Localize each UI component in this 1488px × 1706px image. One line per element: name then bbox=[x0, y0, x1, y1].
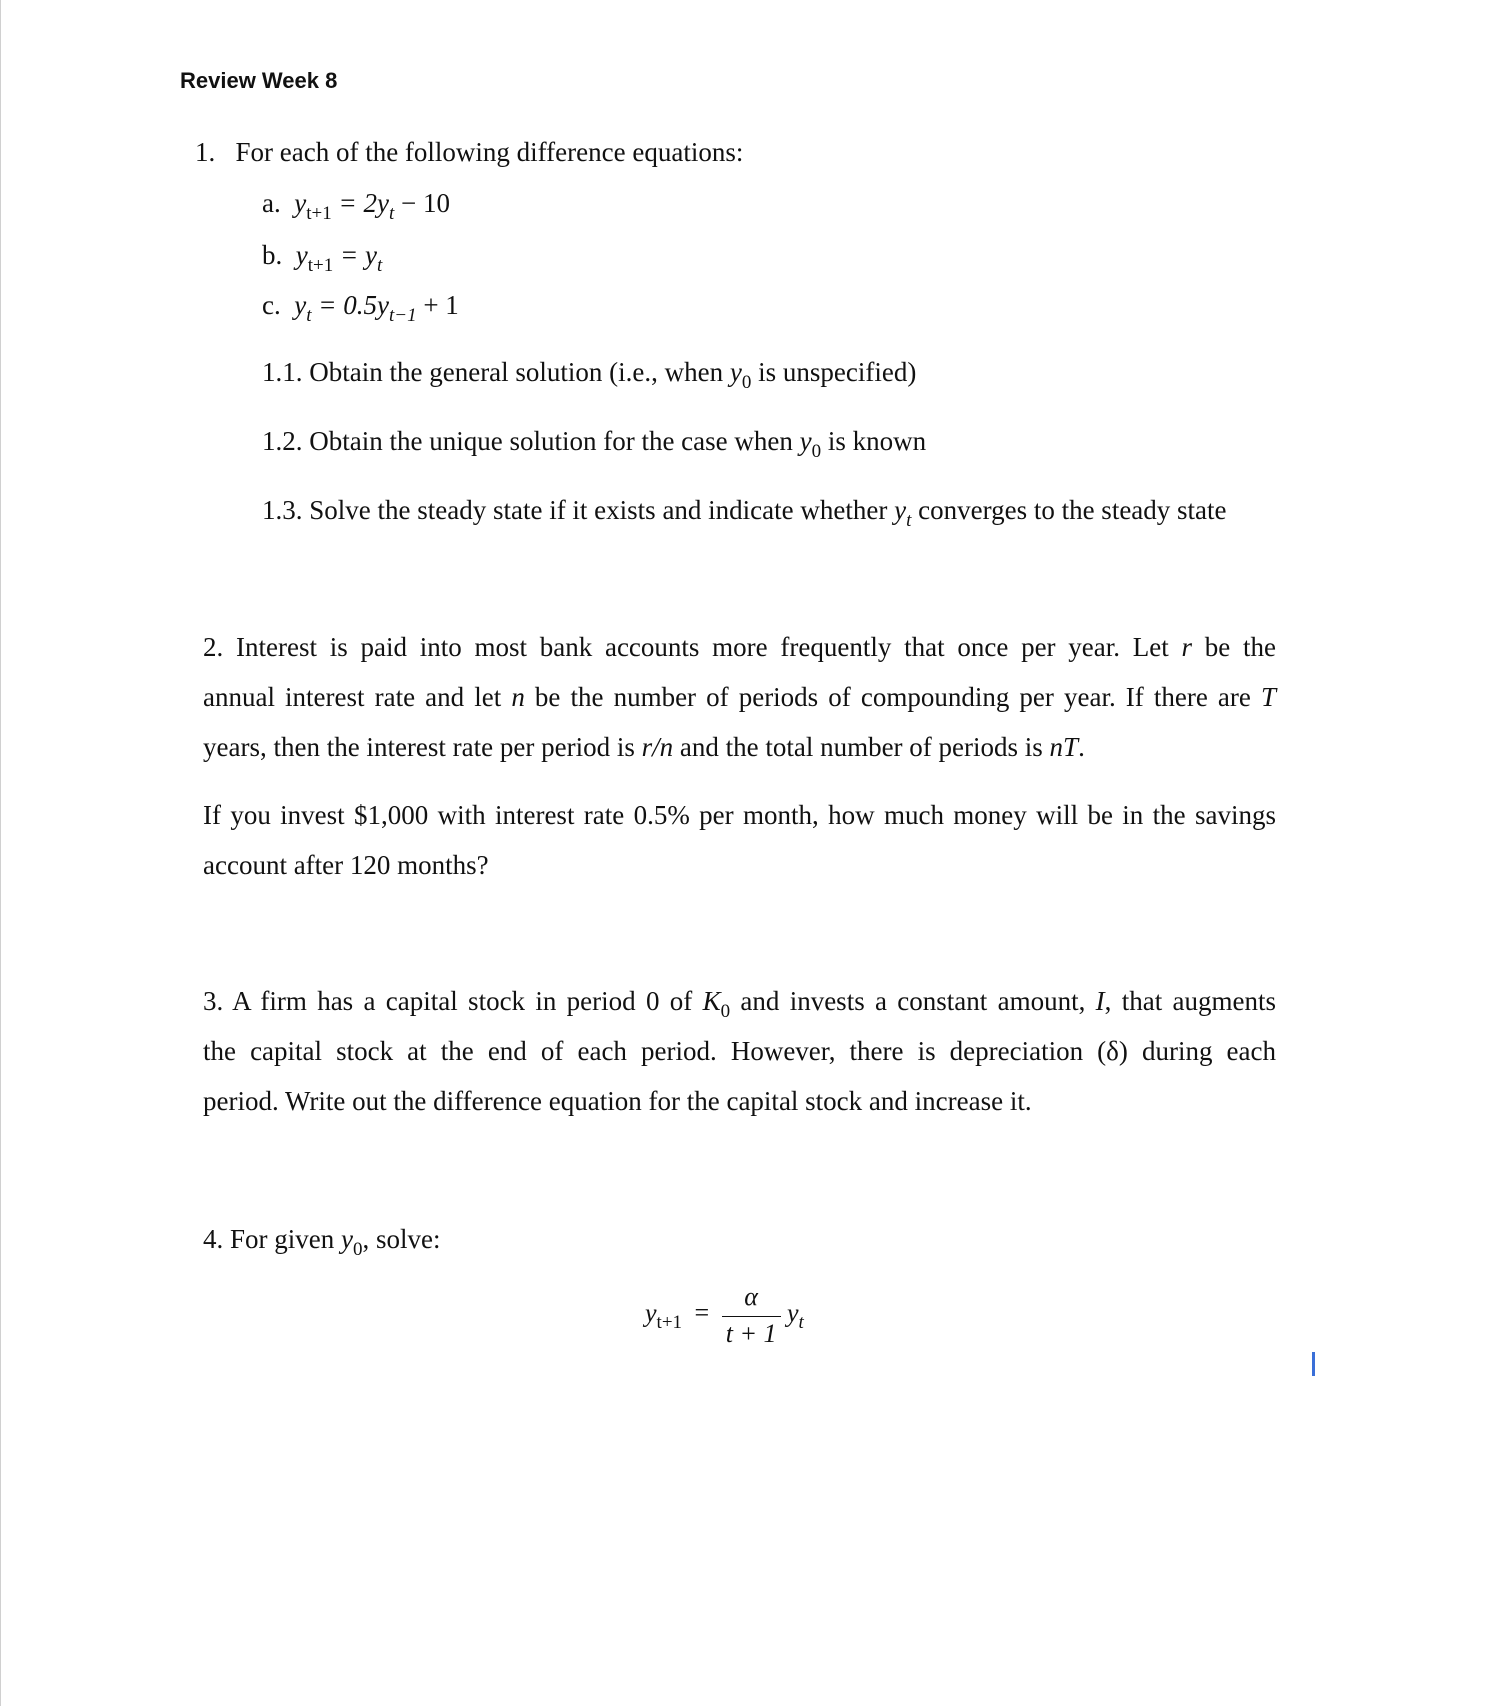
eq-lhs: y bbox=[294, 188, 307, 218]
math-sub: 0 bbox=[720, 1001, 731, 1022]
q1-part-1-3 bbox=[262, 495, 1227, 531]
q4-equation bbox=[645, 1284, 804, 1347]
q1-intro bbox=[195, 139, 743, 166]
eq-rhs: y bbox=[787, 1298, 799, 1328]
text-run: and the total number of periods is bbox=[673, 732, 1050, 762]
eq-fraction bbox=[722, 1284, 781, 1347]
q2-line-3 bbox=[203, 734, 1085, 761]
text-run: be the number of periods of compounding per year. If there are bbox=[524, 682, 1261, 712]
text-run: . bbox=[1078, 732, 1085, 762]
part-var: y bbox=[799, 426, 812, 456]
math-var: n bbox=[511, 682, 525, 712]
q1-part-1-1 bbox=[262, 357, 917, 393]
text-run: annual interest rate and let bbox=[203, 682, 512, 712]
text-run: , that augments bbox=[1104, 986, 1276, 1016]
eq-denominator: t + 1 bbox=[725, 1319, 777, 1348]
eq-equals: = bbox=[694, 1298, 710, 1328]
math-var: y bbox=[341, 1224, 353, 1254]
q3-line-1 bbox=[203, 986, 1276, 1022]
q2-line-2 bbox=[203, 684, 1276, 711]
eq-tail: + 1 bbox=[423, 290, 459, 320]
math-var: r/n bbox=[641, 732, 674, 762]
item-label: a. bbox=[262, 188, 281, 218]
part-prefix: 1.3. Solve the steady state if it exists and indicate whether bbox=[262, 495, 895, 525]
text-run: 3. A firm has a capital stock in period 0 of bbox=[203, 986, 703, 1016]
eq-lhs-sub: t+1 bbox=[307, 255, 334, 276]
eq-rhs: = 2y bbox=[338, 188, 389, 218]
eq-rhs-sub: t−1 bbox=[388, 305, 417, 326]
eq-lhs: y bbox=[645, 1298, 657, 1328]
eq-lhs-sub: t+1 bbox=[306, 203, 332, 224]
q1-part-1-2 bbox=[262, 426, 927, 462]
eq-rhs-sub: t bbox=[388, 203, 395, 224]
part-sub: t bbox=[906, 510, 912, 531]
item-label: b. bbox=[262, 240, 283, 270]
item-label: c. bbox=[262, 290, 281, 320]
text-run: years, then the interest rate per period is bbox=[203, 732, 642, 762]
eq-lhs-sub: t bbox=[306, 305, 312, 326]
q1-equation-b bbox=[262, 240, 383, 276]
part-var: y bbox=[894, 495, 907, 525]
text-run: be the bbox=[1192, 632, 1276, 662]
eq-rhs: = 0.5y bbox=[318, 290, 389, 320]
eq-tail: − 10 bbox=[400, 188, 450, 218]
eq-lhs: y bbox=[294, 290, 307, 320]
text-run: 4. For given bbox=[203, 1224, 341, 1254]
text-run: 2. Interest is paid into most bank accounts more frequently that once per year. Let bbox=[203, 632, 1182, 662]
part-prefix: 1.1. Obtain the general solution (i.e., when bbox=[262, 357, 730, 387]
text-run: , solve: bbox=[362, 1224, 441, 1254]
math-var: I bbox=[1095, 986, 1105, 1016]
page-title: Review Week 8 bbox=[180, 68, 338, 93]
part-suffix: is known bbox=[821, 426, 927, 456]
math-var: nT bbox=[1049, 732, 1079, 762]
eq-rhs-sub: t bbox=[798, 1312, 804, 1334]
eq-rhs-sub: t bbox=[376, 255, 383, 276]
eq-numerator: α bbox=[722, 1284, 781, 1317]
eq-lhs: y bbox=[295, 240, 308, 270]
q2-line-1 bbox=[203, 634, 1276, 661]
q2-question-line-1: If you invest $1,000 with interest rate 0.5% per month, how much money will be in the savings bbox=[203, 800, 1276, 830]
q3-line-3: period. Write out the difference equation for the capital stock and increase it. bbox=[203, 1086, 1032, 1116]
math-var: r bbox=[1181, 632, 1193, 662]
part-suffix: is unspecified) bbox=[751, 357, 917, 387]
eq-lhs-sub: t+1 bbox=[656, 1312, 683, 1334]
eq-rhs: = y bbox=[339, 240, 377, 270]
q3-line-2: the capital stock at the end of each period. However, there is depreciation (δ) during each bbox=[203, 1036, 1276, 1066]
text-cursor bbox=[1312, 1352, 1315, 1376]
part-sub: 0 bbox=[741, 372, 752, 393]
text-run: and invests a constant amount, bbox=[730, 986, 1096, 1016]
part-sub: 0 bbox=[811, 441, 822, 462]
part-prefix: 1.2. Obtain the unique solution for the case when bbox=[262, 426, 800, 456]
q1-equation-a bbox=[262, 188, 450, 224]
math-var: K bbox=[702, 986, 721, 1016]
q1-equation-c bbox=[262, 290, 459, 326]
q1-intro-text: For each of the following difference equations: bbox=[235, 137, 744, 167]
math-var: T bbox=[1260, 682, 1277, 712]
q1-number: 1. bbox=[195, 137, 216, 167]
part-var: y bbox=[729, 357, 742, 387]
q4-intro bbox=[203, 1224, 441, 1260]
part-suffix: converges to the steady state bbox=[911, 495, 1227, 525]
q2-question-line-2: account after 120 months? bbox=[203, 850, 489, 880]
math-sub: 0 bbox=[352, 1239, 363, 1260]
